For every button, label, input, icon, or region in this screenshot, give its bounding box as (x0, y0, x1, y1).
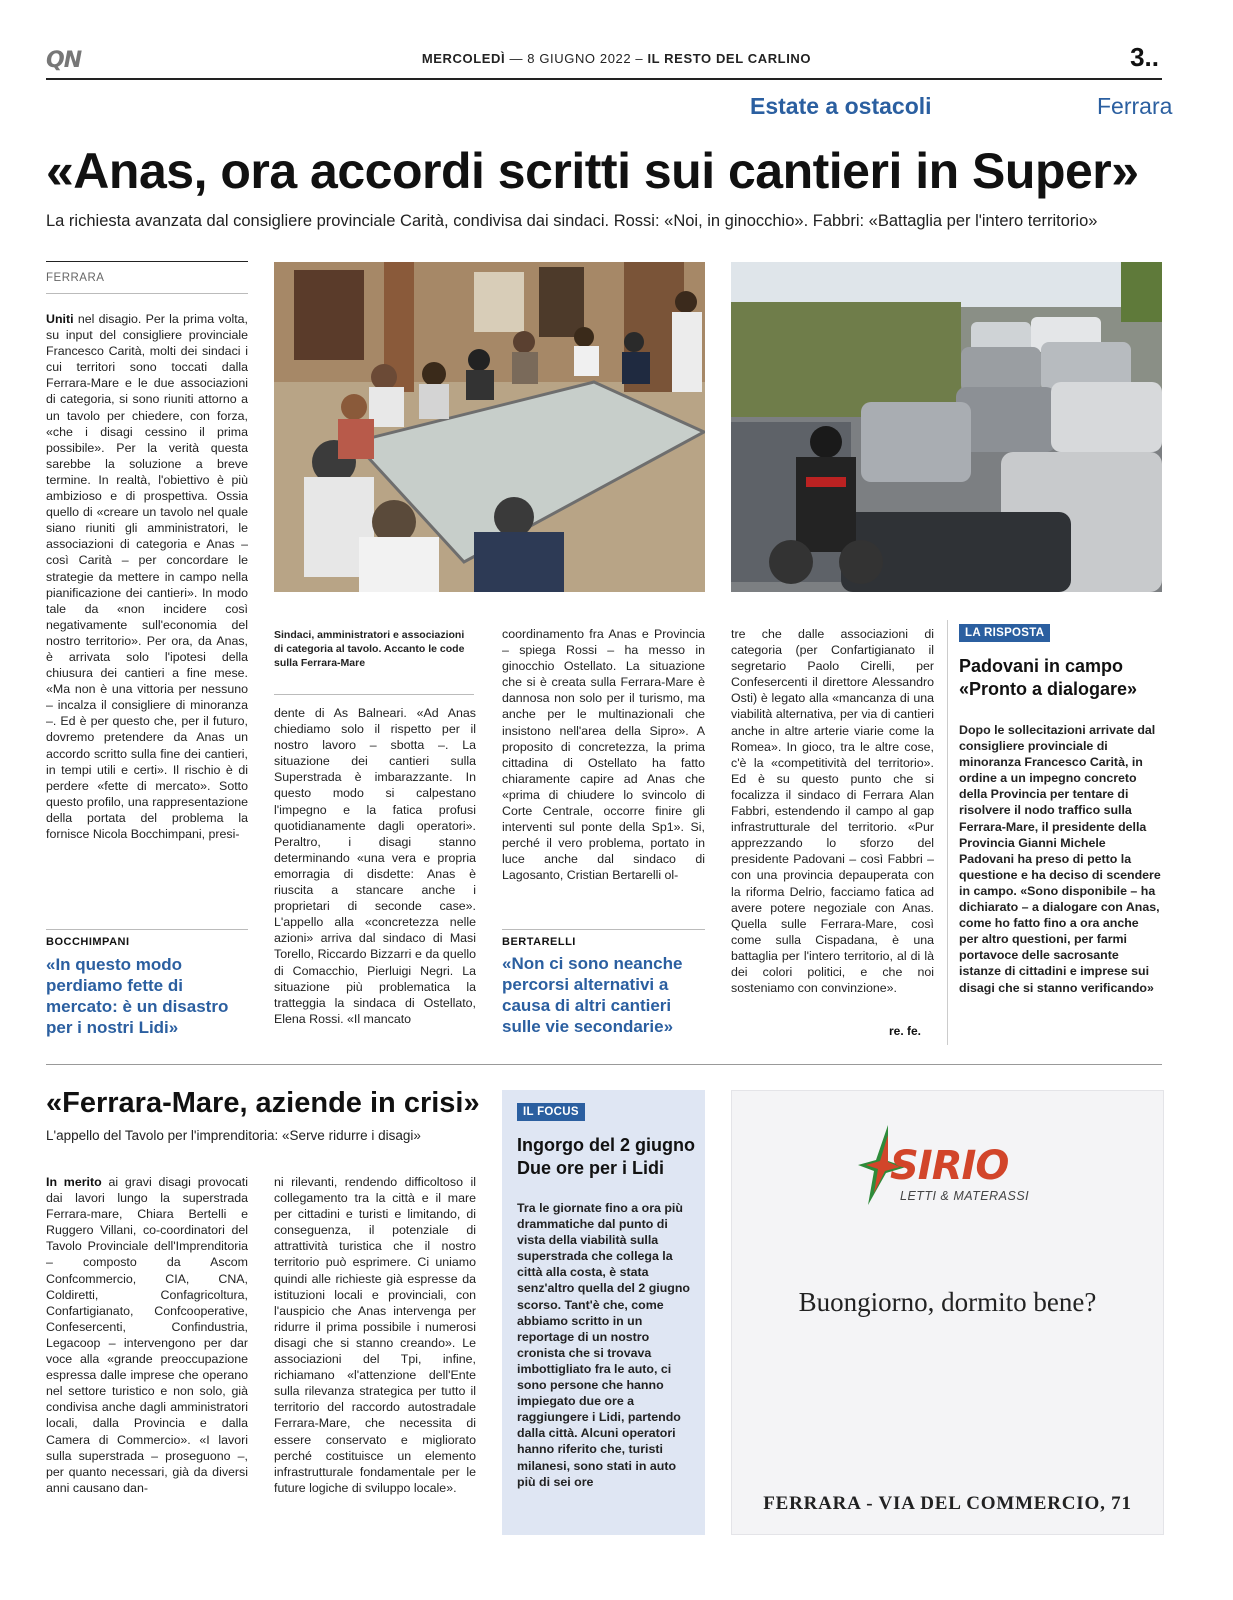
masthead-rule (46, 78, 1162, 80)
advertisement (731, 1090, 1164, 1535)
article-column-4 (731, 626, 934, 1021)
date: 8 GIUGNO 2022 (527, 51, 632, 66)
column-1-text: nel disagio. Per la prima volta, su input del consigliere provinciale Francesco Carità, molti dei sindaci i cui territori sono toccati dalla Ferrara-Mare e le due associazioni di categoria, si sono riuniti attorno a un tavolo per chiedere, con forza, «che i disagi cessino il prima possibile». Per la verità questa sarebbe la soluzione a breve termine. In realtà, l'obiettivo è più ambizioso e di prospettiva. Ossia quello di «creare un tavolo nel quale siano riuniti gli amministratori, le associazioni di categoria e Anas – così Carità – per concordare le strategie da mettere in campo nella pianificazione dei cantieri». In modo tale da «non incidere così negativamente sull'economia del nostro territorio». Per ora, da Anas, è arrivata solo l'ipotesi della chiusura dei cantieri a fine mese. «Ma non è una vittoria per nessuno – incalza il consigliere di minoranza –. Ed è per questo che, per il futuro, dovremo pretendere da Anas un accordo scritto sulla fine dei cantieri, in tempi utili e certi». Il rischio è di perdere «fette di mercato». Sotto questo profilo, una rappresentazione della portata del problema la fornisce Nicola Bocchimpani, presi- (46, 312, 248, 841)
ad-slogan: Buongiorno, dormito bene? (798, 1287, 1097, 1317)
focus-text (517, 1200, 692, 1530)
section-divider (46, 1064, 1162, 1065)
focus-lead: Tra (517, 1201, 536, 1215)
quote-rule (46, 929, 248, 930)
newspaper-logo: QN (46, 48, 82, 73)
section-title: Estate a ostacoli (750, 93, 932, 119)
article-column-1 (46, 311, 248, 921)
second-lead-word: In merito (46, 1175, 102, 1189)
lead-word: Uniti (46, 312, 74, 326)
focus-body: le giornate fino a ora più drammatiche dal punto di vista della viabilità sulla superstrada che collega la città alla costa, è stata senz'altro quella del 2 giugno scorso. Tant'è che, come abbiamo scritto in un reportage di un nostro cronista che si trovava imbottigliato fra le auto, ci sono persone che hanno impiegato due ore a raggiungere i Lidi, partendo dalla città. Alcuni operatori hanno riferito che, turisti milanesi, sono stati in auto più di sei ore (517, 1201, 690, 1489)
traffic-photo-image (731, 262, 1162, 592)
pull-quote-bertarelli: «Non ci sono neanche percorsi alternativi a causa di altri cantieri sulle vie secondarie» (502, 954, 683, 1036)
focus-title: Ingorgo del 2 giugno Due ore per i Lidi (517, 1135, 695, 1178)
caption-rule (274, 694, 474, 695)
article-column-2 (274, 705, 476, 1040)
page-headline: «Anas, ora accordi scritti sui cantieri in Super» (46, 143, 1139, 199)
column-3-text: coordinamento fra Anas e Provincia – spiega Rossi – ha messo in ginocchio Ostellato. La situazione che si è creata sulla Ferrara-Mare è dannosa non solo per il turismo, ma anche per le multinazionali che insistono nell'area della Sipro». A proposito di concretezza, la prima cittadina di Ostellato ha fatto chiaramente capire ad Anas che «prima di chiudere lo svincolo di Corte Centrale, occorre finire gli interventi sul ponte della Sp1». Si, perché il vero problema, portato in luce anche dal sindaco di Lagosanto, Cristian Bertarelli ol- (502, 627, 705, 883)
focus-tag: IL FOCUS (517, 1103, 585, 1121)
second-headline: «Ferrara-Mare, aziende in crisi» (46, 1087, 480, 1119)
meeting-photo-image (274, 262, 705, 592)
pull-quote-bocchimpani: «In questo modo perdiamo fette di mercato: è un disastro per i nostri Lidi» (46, 955, 229, 1037)
risposta-title: Padovani in campo «Pronto a dialogare» (959, 656, 1138, 699)
risposta-divider (947, 620, 948, 1045)
risposta-text: Dopo le sollecitazioni arrivate dal consigliere provinciale di minoranza Francesco Carità, in ordine a un impegno concreto della Provincia per tentare di risolvere il nodo traffico sulla Ferrara-Mare, il presidente della Provincia Gianni Michele Padovani ha preso di petto la questione e ha deciso di scendere in campo. «Sono disponibile – ha dichiarato – a dialogare con Anas, come ho fatto fino a ora anche per altro questioni, per farmi portavoce delle sacrosante istanze di cittadini e imprese sui disagi che si stanno verificando» (959, 723, 1161, 995)
article-column-3 (502, 626, 705, 916)
dateline-rule-bottom (46, 293, 248, 294)
column-4-text: tre che dalle associazioni di categoria (per Confartigianato il segretario Paolo Cirelli, per Confesercenti il direttore Alessandro Osti) è legato alla «mancanza di una viabilità alternativa, per via di cantieri anche in altre arterie viarie come la Romea». In gioco, tra le altre cose, c'è la «competitività del territorio». Ed è su questo punto che si focalizza il sindaco di Ferrara Alan Fabbri, estendendo il campo al gap infrastrutturale del territorio. «Pur apprezzando lo sforzo del presidente Padovani – così Fabbri – con una provincia depauperata con la riforma Delrio, facciamo fatica ad avere potere negoziale con Anas. Quella sulle Ferrara-Mare, così come sulla Cispadana, è una battaglia per l'intero territorio, al di là dei colori politici, e che noi sosteniamo con convinzione». (731, 627, 934, 996)
second-column-1 (46, 1174, 248, 1539)
second-column-2 (274, 1174, 476, 1539)
author-signature: re. fe. (889, 1024, 922, 1038)
brand-logo: SIRIO (890, 1143, 1009, 1189)
day: MERCOLEDÌ (421, 51, 506, 66)
paper-name: IL RESTO DEL CARLINO (647, 51, 812, 66)
quote-kicker-bocchimpani: BOCCHIMPANI (46, 936, 130, 948)
column-2-text: dente di As Balneari. «Ad Anas chiediamo solo il rispetto per il nostro lavoro – sbotta –. La situazione dei cantieri sulla Superstrada è imbarazzante. In questo modo si calpestano l'impegno e la fatica profusi quotidianamente dagli operatori». Peraltro, i disagi stanno determinando «una vera e propria emorragia di disdette: Anas è riuscita a stancare anche i proprietari di seconde case». L'appello alla «concretezza nelle azioni» arriva dal sindaco di Masi Torello, Riccardo Bizzarri e da quello di Comacchio, Pierluigi Negri. La situazione più problematica la tratteggia la sindaca di Ostellato, Elena Rossi. «Il mancato (274, 706, 476, 1026)
ad-address: FERRARA - VIA DEL COMMERCIO, 71 (763, 1493, 1132, 1514)
dateline-bar: MERCOLEDÌ — 8 GIUGNO 2022 – IL RESTO DEL CARLINO (421, 51, 812, 66)
quote-kicker-bertarelli: BERTARELLI (502, 936, 576, 948)
page-subhead: La richiesta avanzata dal consigliere provinciale Carità, condivisa dai sindaci. Rossi: «Noi, in ginocchio». Fabbri: «Battaglia per l'intero territorio» (46, 212, 1098, 230)
second-column-1-text: ai gravi disagi provocati dai lavori lungo la superstrada Ferrara-mare, Chiara Bertelli e Ruggero Villani, co-coordinatori del Tavolo Provinciale dell'Imprenditoria – composto da Ascom Confcommercio, CIA, CNA, Coldiretti, Confagricoltura, Confartigianato, Confcooperative, Confesercenti, Confindustria, Legacoop – intervengono per dar voce alla «grande preoccupazione espressa dalle imprese che operano nel settore turistico e non solo, già condivisa anche dagli amministratori locali, dalla Provincia e dalla Camera di Commercio». «I lavori sulla superstrada – proseguono –, per quanto necessari, già da diversi anni causano dan- (46, 1175, 248, 1495)
meeting-photo (274, 262, 705, 592)
quote-rule-2 (502, 929, 705, 930)
second-column-2-text: ni rilevanti, rendendo difficoltoso il collegamento tra la città e il mare per cittadini e turisti e limitando, di conseguenza, il potenziale di attrattività turistica che il nostro territorio può esprimere. Ci uniamo quindi alle richieste già espresse da istituzioni locali e provinciali, con l'auspicio che Anas intervenga per ridurre il prima possibile i numerosi disagi che si stanno creando». Le associazioni del Tpi, infine, richiamano «l'attenzione dell'Ente sulla rilevanza strategica per tutto il territorio del raccordo autostradale Ferrara-Mare, che necessita di essere conservato e migliorato perché costituisce un elemento infrastrutturale fondamentale per le future logiche di sviluppo locale». (274, 1175, 476, 1495)
dateline-label: FERRARA (46, 272, 105, 284)
focus-box (502, 1090, 705, 1535)
brand-tagline: LETTI & MATERASSI (900, 1189, 1030, 1203)
dateline-rule (46, 261, 248, 262)
photo-caption: Sindaci, amministratori e associazioni di categoria al tavolo. Accanto le code sulla Ferrara-Mare (274, 629, 465, 669)
page-number: 3.. (1130, 42, 1159, 72)
traffic-photo (731, 262, 1162, 592)
section-city: Ferrara (1097, 93, 1173, 119)
risposta-tag: LA RISPOSTA (959, 624, 1050, 642)
second-subhead: L'appello del Tavolo per l'imprenditoria: «Serve ridurre i disagi» (46, 1128, 421, 1143)
